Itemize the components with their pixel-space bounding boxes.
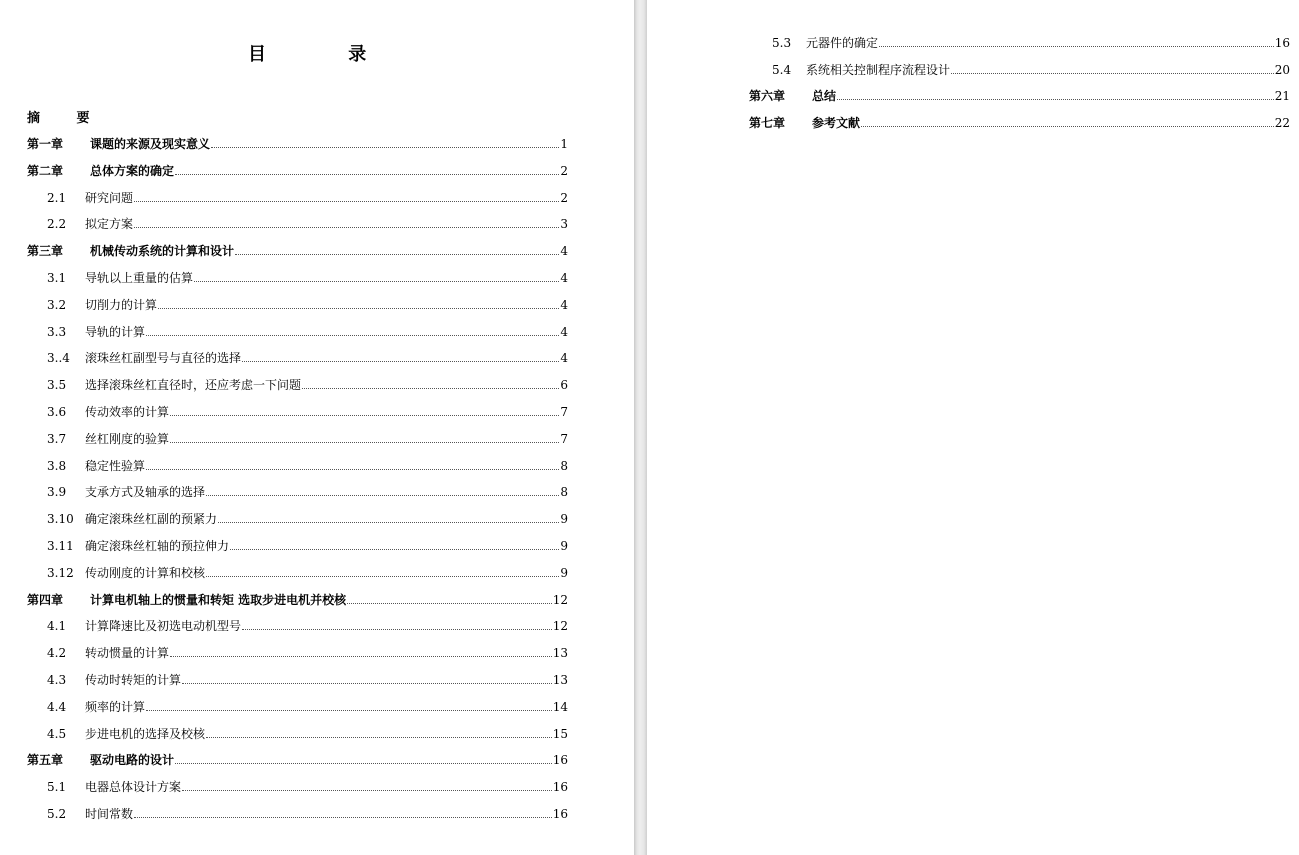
- section-number: 3..4: [47, 351, 70, 366]
- dot-leader: [206, 576, 559, 577]
- dot-leader: [302, 388, 559, 389]
- section-number: 3.12: [47, 565, 74, 580]
- entry-title: 电器总体设计方案: [85, 780, 182, 795]
- chapter-number: 第五章: [27, 753, 64, 768]
- entry-title: 计算电机轴上的惯量和转矩 选取步进电机并校核: [90, 592, 347, 607]
- toc-entry[interactable]: [27, 750, 568, 768]
- page-number: 14: [552, 699, 568, 714]
- dot-leader: [175, 174, 559, 175]
- dot-leader: [879, 46, 1274, 47]
- toc-entry[interactable]: [47, 402, 568, 420]
- entry-title: 导轨以上重量的估算: [85, 271, 194, 285]
- dot-leader: [230, 549, 559, 550]
- page-number: 4: [560, 297, 568, 312]
- section-number: 5.4: [772, 62, 792, 77]
- chapter-number: 第四章: [27, 592, 64, 607]
- page-number: 9: [560, 512, 568, 527]
- entry-title: 确定滚珠丝杠副的预紧力: [85, 512, 218, 527]
- dot-leader: [206, 737, 552, 738]
- toc-entry[interactable]: [47, 643, 568, 661]
- page-number: 13: [552, 646, 568, 661]
- entry-title: 选择滚珠丝杠直径时，还应考虑一下问题: [85, 378, 302, 393]
- section-number: 5.3: [772, 36, 792, 50]
- section-number: 3.1: [47, 271, 67, 285]
- page-number: 21: [1274, 89, 1290, 103]
- dot-leader: [146, 469, 559, 470]
- page-number: 8: [560, 485, 568, 500]
- entry-title: 传动刚度的计算和校核: [85, 565, 206, 580]
- chapter-number: 第二章: [27, 163, 64, 178]
- dot-leader: [218, 522, 559, 523]
- toc-entry[interactable]: [47, 214, 568, 232]
- toc-title: 目 录: [248, 44, 405, 65]
- toc-entry[interactable]: [47, 777, 568, 795]
- toc-entry[interactable]: [47, 670, 568, 688]
- dot-leader: [211, 147, 559, 148]
- dot-leader: [347, 603, 552, 604]
- entry-title: 转动惯量的计算: [85, 646, 170, 661]
- dot-leader: [206, 495, 559, 496]
- toc-entry[interactable]: [27, 161, 568, 179]
- entry-title: 确定滚珠丝杠轴的预拉伸力: [85, 539, 230, 553]
- section-number: 4.2: [47, 646, 67, 661]
- page-number: 4: [560, 271, 568, 285]
- toc-entry[interactable]: [47, 616, 568, 634]
- section-number: 4.4: [47, 699, 67, 714]
- page-number: 4: [560, 324, 568, 339]
- dot-leader: [175, 763, 552, 764]
- section-number: 3.7: [47, 431, 67, 446]
- toc-entry[interactable]: [749, 86, 1290, 104]
- entry-title: 步进电机的选择及校核: [85, 726, 206, 741]
- entry-title: 系统相关控制程序流程设计: [806, 62, 951, 77]
- entry-title: 导轨的计算: [85, 324, 146, 339]
- toc-entry[interactable]: [47, 348, 568, 366]
- toc-entry[interactable]: [47, 322, 568, 340]
- page-number: 1: [560, 137, 568, 151]
- entry-title: 总体方案的确定: [90, 163, 175, 178]
- dot-leader: [182, 790, 552, 791]
- dot-leader: [170, 656, 552, 657]
- page-number: 20: [1274, 62, 1290, 77]
- dot-leader: [134, 817, 552, 818]
- entry-title: 计算降速比及初选电动机型号: [85, 619, 242, 634]
- dot-leader: [134, 201, 559, 202]
- dot-leader: [182, 683, 552, 684]
- section-number: 4.1: [47, 619, 67, 634]
- entry-title: 切削力的计算: [85, 297, 158, 312]
- section-number: 3.8: [47, 458, 67, 473]
- page-number: 16: [552, 780, 568, 795]
- dot-leader: [158, 308, 559, 309]
- page-number: 7: [560, 431, 568, 446]
- page-number: 12: [552, 592, 568, 607]
- dot-leader: [170, 442, 559, 443]
- toc-entry[interactable]: [47, 295, 568, 313]
- toc-entry[interactable]: [47, 536, 568, 554]
- page-number: 8: [560, 458, 568, 473]
- abstract-heading[interactable]: 摘 要: [27, 111, 106, 126]
- toc-entry[interactable]: [47, 429, 568, 447]
- section-number: 3.10: [47, 512, 74, 527]
- entry-title: 拟定方案: [85, 217, 134, 232]
- toc-entry[interactable]: [749, 113, 1290, 131]
- toc-entry[interactable]: [47, 268, 568, 286]
- chapter-number: 第三章: [27, 244, 64, 259]
- entry-title: 机械传动系统的计算和设计: [90, 244, 235, 259]
- entry-title: 滚珠丝杠副型号与直径的选择: [85, 351, 242, 366]
- section-number: 3.11: [47, 539, 74, 553]
- page-number: 15: [552, 726, 568, 741]
- chapter-number: 第七章: [749, 115, 786, 130]
- dot-leader: [837, 99, 1274, 100]
- toc-entry[interactable]: [47, 188, 568, 206]
- section-number: 5.2: [47, 807, 67, 821]
- toc-entry[interactable]: [47, 482, 568, 500]
- section-number: 5.1: [47, 780, 67, 795]
- toc-entry[interactable]: [772, 33, 1290, 51]
- section-number: 3.2: [47, 297, 67, 312]
- entry-title: 课题的来源及现实意义: [90, 137, 211, 151]
- entry-title: 传动效率的计算: [85, 405, 170, 419]
- page-number: 9: [560, 539, 568, 553]
- toc-entry[interactable]: [47, 563, 568, 581]
- entry-title: 稳定性验算: [85, 458, 146, 473]
- section-number: 4.3: [47, 673, 67, 687]
- section-number: 2.1: [47, 190, 67, 205]
- page-number: 22: [1274, 115, 1290, 130]
- entry-title: 时间常数: [85, 807, 134, 821]
- entry-title: 驱动电路的设计: [90, 753, 175, 768]
- dot-leader: [194, 281, 559, 282]
- page-number: 3: [560, 217, 568, 232]
- chapter-number: 第六章: [749, 89, 786, 103]
- page-number: 9: [560, 565, 568, 580]
- dot-leader: [146, 710, 552, 711]
- dot-leader: [235, 254, 559, 255]
- page-number: 2: [560, 190, 568, 205]
- toc-entry[interactable]: [47, 456, 568, 474]
- entry-title: 参考文献: [812, 115, 861, 130]
- document-page-left: [0, 0, 634, 855]
- toc-entry[interactable]: [27, 134, 568, 152]
- page-number: 16: [552, 807, 568, 821]
- section-number: 4.5: [47, 726, 67, 741]
- toc-entry[interactable]: [27, 590, 568, 608]
- toc-entry[interactable]: [47, 509, 568, 527]
- dot-leader: [146, 335, 559, 336]
- toc-entry[interactable]: [47, 804, 568, 822]
- toc-entry[interactable]: [47, 724, 568, 742]
- dot-leader: [134, 227, 559, 228]
- toc-entry[interactable]: [47, 375, 568, 393]
- section-number: 2.2: [47, 217, 67, 232]
- page-number: 4: [560, 351, 568, 366]
- entry-title: 频率的计算: [85, 699, 146, 714]
- dot-leader: [242, 629, 552, 630]
- entry-title: 研究问题: [85, 190, 134, 205]
- entry-title: 元器件的确定: [806, 36, 879, 50]
- section-number: 3.9: [47, 485, 67, 500]
- document-page-right: [647, 0, 1299, 855]
- dot-leader: [861, 126, 1274, 127]
- page-number: 12: [552, 619, 568, 634]
- section-number: 3.3: [47, 324, 67, 339]
- dot-leader: [170, 415, 559, 416]
- chapter-number: 第一章: [27, 137, 64, 151]
- toc-entry[interactable]: [27, 241, 568, 259]
- page-number: 4: [560, 244, 568, 259]
- section-number: 3.6: [47, 405, 67, 419]
- entry-title: 总结: [812, 89, 837, 103]
- toc-entry[interactable]: [772, 60, 1290, 78]
- section-number: 3.5: [47, 378, 67, 393]
- page-number: 2: [560, 163, 568, 178]
- page-number: 13: [552, 673, 568, 687]
- entry-title: 传动时转矩的计算: [85, 673, 182, 687]
- page-number: 6: [560, 378, 568, 393]
- entry-title: 丝杠刚度的验算: [85, 431, 170, 446]
- page-number: 16: [552, 753, 568, 768]
- dot-leader: [951, 73, 1274, 74]
- page-number: 16: [1274, 36, 1290, 50]
- entry-title: 支承方式及轴承的选择: [85, 485, 206, 500]
- page-divider: [634, 0, 647, 855]
- toc-entry[interactable]: [47, 697, 568, 715]
- dot-leader: [242, 361, 559, 362]
- page-number: 7: [560, 405, 568, 419]
